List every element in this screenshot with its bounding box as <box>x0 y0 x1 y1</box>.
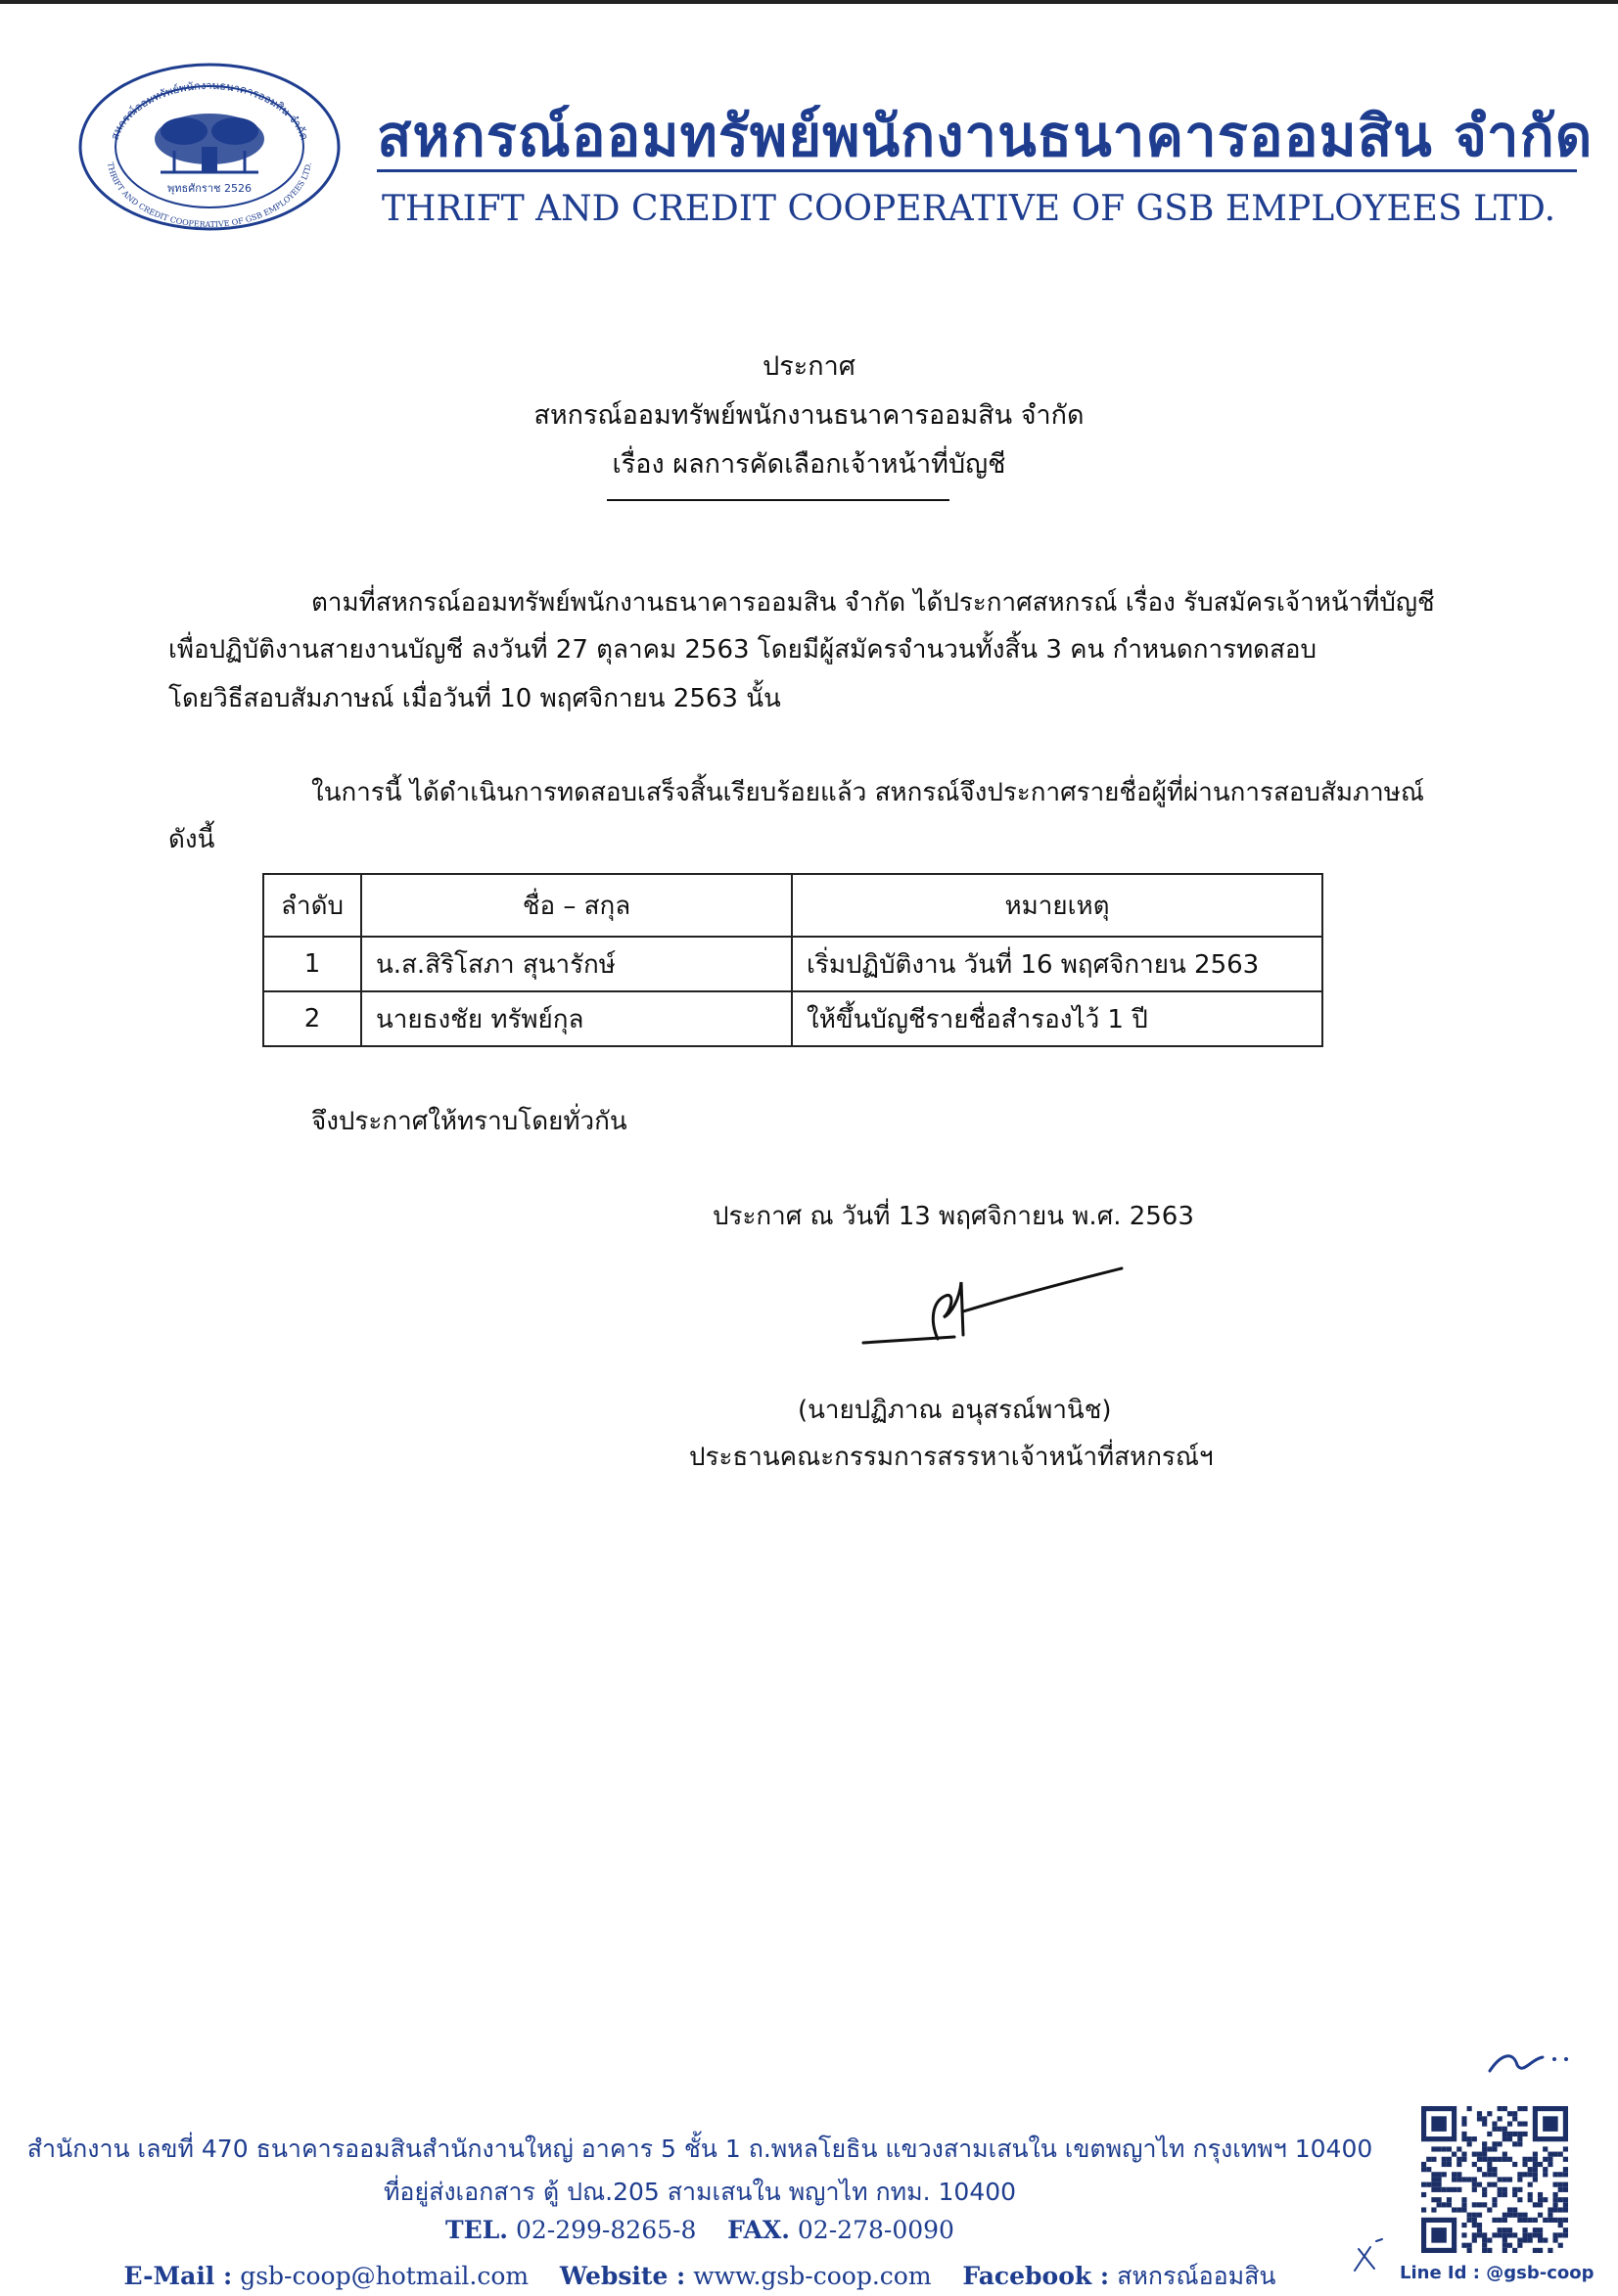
closing-statement: จึงประกาศให้ทราบโดยทั่วกัน <box>311 1107 627 1136</box>
pen-mark <box>1488 2047 1576 2077</box>
paragraph-1-line-3: โดยวิธีสอบสัมภาษณ์ เมื่อวันที่ 10 พฤศจิกายน 2563 นั้น <box>168 684 781 713</box>
tel-label: TEL. <box>445 2216 508 2244</box>
heading-underline <box>607 499 949 501</box>
email-address[interactable]: gsb-coop@hotmail.com <box>240 2262 530 2290</box>
qr-code-icon[interactable] <box>1421 2106 1568 2253</box>
top-border <box>0 0 1618 4</box>
website-label: Website : <box>559 2262 686 2290</box>
fax-label: FAX. <box>727 2216 790 2244</box>
row-order: 2 <box>263 991 361 1046</box>
organization-name-english: THRIFT AND CREDIT COOPERATIVE OF GSB EMPLOYEES LTD. <box>382 189 1556 229</box>
footer-phone-fax <box>0 2216 1400 2244</box>
paragraph-2-line-2: ดังนี้ <box>168 825 215 854</box>
paragraph-1-line-2: เพื่อปฏิบัติงานสายงานบัญชี ลงวันที่ 27 ตุลาคม 2563 โดยมีผู้สมัครจำนวนทั้งสิ้น 3 คน กำหนดการทดสอบ <box>168 635 1318 665</box>
footer-contacts <box>0 2257 1400 2296</box>
row-name: นายธงชัย ทรัพย์กุล <box>361 991 792 1046</box>
signer-position: ประธานคณะกรรมการสรรหาเจ้าหน้าที่สหกรณ์ฯ <box>689 1443 1214 1472</box>
svg-text:พุทธศักราช 2526: พุทธศักราช 2526 <box>167 182 252 195</box>
table-row <box>263 991 1322 1046</box>
announcement-heading: ประกาศ <box>763 351 855 382</box>
paragraph-1-line-1: ตามที่สหกรณ์ออมทรัพย์พนักงานธนาคารออมสิน จำกัด ได้ประกาศสหกรณ์ เรื่อง รับสมัครเจ้าหน้าที่บัญชี <box>311 588 1435 618</box>
tel-number: 02-299-8265-8 <box>515 2216 697 2244</box>
table-header-row <box>263 874 1322 937</box>
fax-number: 02-278-0090 <box>797 2216 954 2244</box>
website-link[interactable]: www.gsb-coop.com <box>693 2262 932 2290</box>
row-remark: เริ่มปฏิบัติงาน วันที่ 16 พฤศจิกายน 2563 <box>792 937 1322 991</box>
column-header-order: ลำดับ <box>263 874 361 937</box>
announcement-date: ประกาศ ณ วันที่ 13 พฤศจิกายน พ.ศ. 2563 <box>713 1202 1194 1231</box>
pen-mark <box>1349 2237 1388 2276</box>
svg-text:สหกรณ์ออมทรัพย์พนักงานธนาคารออ: สหกรณ์ออมทรัพย์พนักงานธนาคารออมสิน จำกัด <box>108 78 311 142</box>
letterhead-divider <box>377 169 1577 172</box>
row-remark: ให้ขึ้นบัญชีรายชื่อสำรองไว้ 1 ปี <box>792 991 1322 1046</box>
email-label: E-Mail : <box>123 2262 233 2290</box>
handwritten-signature <box>861 1253 1126 1351</box>
facebook-link[interactable]: สหกรณ์ออมสิน <box>1117 2262 1276 2290</box>
row-name: น.ส.สิริโสภา สุนารักษ์ <box>361 937 792 991</box>
column-header-remark: หมายเหตุ <box>792 874 1322 937</box>
column-header-name: ชื่อ – สกุล <box>361 874 792 937</box>
footer-mailing-address: ที่อยู่ส่งเอกสาร ตู้ ปณ.205 สามเสนใน พญาไท กทม. 10400 <box>383 2178 1017 2206</box>
facebook-label: Facebook : <box>962 2262 1110 2290</box>
cooperative-seal-logo <box>76 61 343 233</box>
table-row <box>263 937 1322 991</box>
results-table <box>262 873 1323 1047</box>
line-id: Line Id : @gsb-coop <box>1400 2263 1595 2283</box>
organization-name-thai: สหกรณ์ออมทรัพย์พนักงานธนาคารออมสิน จำกัด <box>377 103 1594 169</box>
announcement-org: สหกรณ์ออมทรัพย์พนักงานธนาคารออมสิน จำกัด <box>533 400 1085 431</box>
row-order: 1 <box>263 937 361 991</box>
paragraph-2-line-1: ในการนี้ ได้ดำเนินการทดสอบเสร็จสิ้นเรียบร้อยแล้ว สหกรณ์จึงประกาศรายชื่อผู้ที่ผ่านการสอบสัมภาษณ์ <box>311 778 1424 807</box>
announcement-subject: เรื่อง ผลการคัดเลือกเจ้าหน้าที่บัญชี <box>612 449 1006 480</box>
svg-text:THRIFT AND CREDIT COOPERATIVE: THRIFT AND CREDIT COOPERATIVE OF GSB EMPLOYEES LTD. <box>106 161 313 230</box>
footer-address: สำนักงาน เลขที่ 470 ธนาคารออมสินสำนักงานใหญ่ อาคาร 5 ชั้น 1 ถ.พหลโยธิน แขวงสามเสนใน เขตพญาไท กรุงเทพฯ 10400 <box>26 2135 1373 2163</box>
signer-name: (นายปฏิภาณ อนุสรณ์พานิช) <box>798 1396 1112 1425</box>
